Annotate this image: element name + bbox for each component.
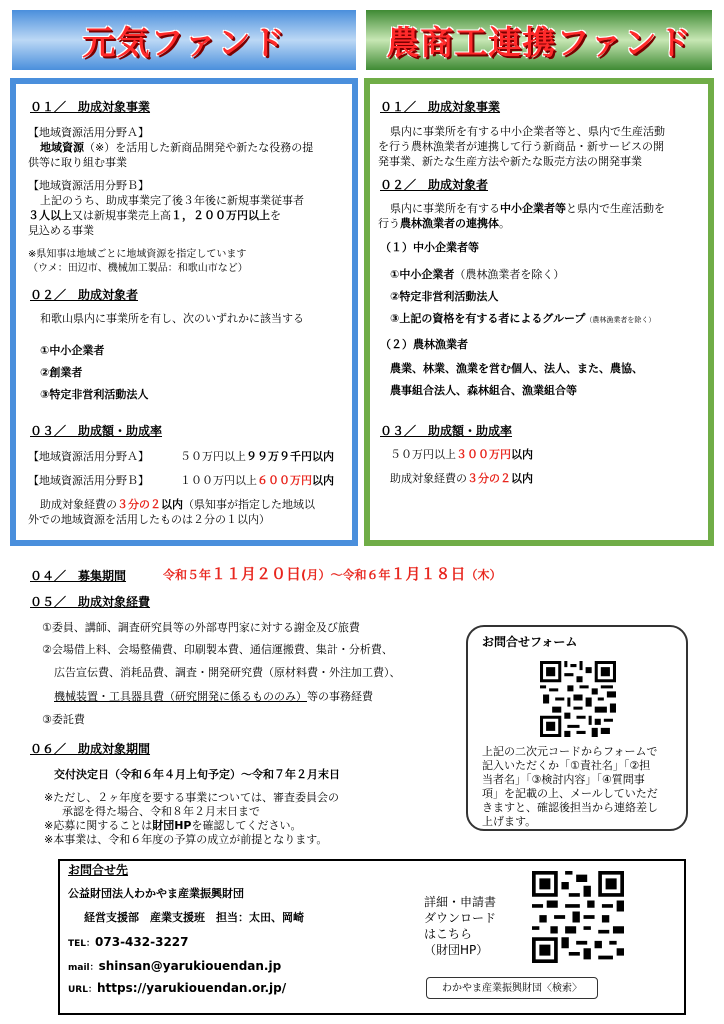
banner-genki-fund: 元気ファンド [12, 10, 356, 70]
download-line4: （財団HP） [424, 943, 489, 957]
left-s1-note2: （ウメ：田辺市、機械加工製品：和歌山市など） [28, 263, 248, 274]
s5-heading: ０５／ 助成対象経費 [30, 595, 151, 609]
s6-line1: 交付決定日（令和６年４月上旬予定）～令和７年２月末日 [54, 768, 340, 781]
download-line2: ダウンロード [424, 911, 497, 925]
form-text-line1: 上記の二次元コードからフォームで [482, 745, 658, 758]
right-s2-sub2: （２）農林漁業者 [380, 338, 468, 351]
left-s2-item2: ②創業者 [40, 366, 83, 379]
s5-item3: 広告宣伝費、消耗品費、調査・開発研究費（原材料費・外注加工費）、 [54, 666, 401, 679]
contact-mail[interactable]: mail：shinsan@yarukiouendan.jp [68, 959, 282, 973]
s6-note3: ※応募に関することは財団HPを確認してください。 [44, 819, 302, 832]
left-s1-a-label: 【地域資源活用分野Ａ】 [28, 126, 149, 139]
hp-qr-code-icon[interactable] [532, 871, 624, 963]
left-s2-item1: ①中小企業者 [40, 344, 105, 357]
right-s1-line2: を行う農林漁業者が連携して行う新商品・新サービスの開 [378, 140, 664, 153]
right-s1-heading: ０１／ 助成対象事業 [380, 100, 501, 114]
s4-period: 令和５年１１月２０日(月）～令和６年１月１８日（木） [163, 565, 502, 583]
right-s3-line1: ５０万円以上３００万円以内 [390, 448, 533, 461]
left-s1-b-line3: 見込める事業 [28, 224, 94, 237]
left-s3-a-label: 【地域資源活用分野Ａ】 [28, 450, 149, 463]
form-text-line3: 当者名」「③検討内容」「④質問事 [482, 773, 645, 786]
right-s2-line2: 行う農林漁業者の連携体。 [378, 217, 510, 230]
right-s1-line3: 発事業、新たな生産方法や新たな販売方法の開発事業 [378, 155, 642, 168]
left-s3-heading: ０３／ 助成額・助成率 [30, 424, 163, 438]
right-s3-heading: ０３／ 助成額・助成率 [380, 424, 513, 438]
form-text-line6: 上げます。 [482, 815, 537, 828]
right-s2-heading: ０２／ 助成対象者 [380, 178, 489, 192]
left-s2-line1: 和歌山県内に事業所を有し、次のいずれかに該当する [40, 312, 304, 325]
right-s2-item3: ③上記の資格を有する者によるグループ（農林漁業者を除く） [390, 312, 656, 325]
search-keyword-box[interactable]: わかやま産業振興財団〈検索〉 [426, 977, 598, 999]
banner-noshoko-fund: 農商工連携ファンド [366, 10, 712, 70]
right-s2-line4: 農事組合法人、森林組合、漁業組合等 [390, 384, 577, 397]
right-s2-line3: 農業、林業、漁業を営む個人、法人、また、農協、 [390, 362, 643, 375]
s6-note1: ※ただし、２ヶ年度を要する事業については、審査委員会の [44, 791, 339, 804]
right-s3-line2: 助成対象経費の３分の２以内 [390, 472, 533, 485]
left-s3-b-label: 【地域資源活用分野Ｂ】 [28, 474, 149, 487]
left-s2-heading: ０２／ 助成対象者 [30, 288, 139, 302]
left-s1-b-line1: 上記のうち、助成事業完了後３年後に新規事業従事者 [40, 194, 304, 207]
noshoko-fund-panel [364, 78, 714, 546]
left-s1-b-line2: ３人以上又は新規事業売上高１，２００万円以上を [28, 209, 281, 222]
contact-tel: TEL：073-432-3227 [68, 935, 189, 949]
left-s1-a-line1: 地域資源（※）を活用した新商品開発や新たな役務の提 [40, 141, 314, 154]
right-s1-line1: 県内に事業所を有する中小企業者等と、県内で生産活動 [390, 125, 665, 138]
s5-item2: ②会場借上料、会場整備費、印刷製本費、通信運搬費、集計・分析費、 [42, 643, 393, 656]
s6-note4: ※本事業は、令和６年度の予算の成立が前提となります。 [44, 833, 328, 846]
download-line3: はこちら [424, 927, 473, 941]
left-s1-a-line2: 供等に取り組む事業 [28, 156, 127, 169]
form-qr-code-icon[interactable] [540, 661, 616, 737]
s6-note2: 承認を得た場合、令和８年２月末日まで [62, 805, 260, 818]
left-s1-note1: ※県知事は地域ごとに地域資源を指定しています [28, 249, 247, 260]
genki-fund-panel [10, 78, 358, 546]
download-line1: 詳細・申請書 [424, 895, 497, 909]
right-s2-sub1: （１）中小企業者等 [380, 241, 479, 254]
left-s2-item3: ③特定非営利活動法人 [40, 388, 149, 401]
form-title: お問合せフォーム [482, 635, 578, 649]
right-s2-line1: 県内に事業所を有する中小企業者等と県内で生産活動を [390, 202, 665, 215]
contact-org: 公益財団法人わかやま産業振興財団 [68, 887, 244, 900]
s5-item4: 機械装置・工具器具費（研究開発に係るもののみ）等の事務経費 [54, 690, 373, 703]
right-s2-item1: ①中小企業者（農林漁業者を除く） [390, 268, 565, 281]
form-text-line5: きますと、確認後担当から連絡差し [482, 801, 658, 814]
left-s1-b-label: 【地域資源活用分野Ｂ】 [28, 179, 149, 192]
s6-heading: ０６／ 助成対象期間 [30, 742, 151, 756]
s5-item1: ①委員、講師、調査研究員等の外部専門家に対する謝金及び旅費 [42, 621, 360, 634]
left-s3-line2: 外での地域資源を活用したものは２分の１以内） [28, 513, 270, 526]
right-s2-item2: ②特定非営利活動法人 [390, 290, 499, 303]
form-text-line2: 記入いただくか「①責社名」「②担 [482, 759, 651, 772]
contact-title: お問合せ先 [68, 863, 129, 877]
s5-item5: ③委託費 [42, 713, 85, 726]
left-s3-line1: 助成対象経費の３分の２以内（県知事が指定した地域以 [40, 498, 315, 511]
inquiry-form-box [466, 625, 688, 831]
form-text-line4: 項」を記載の上、メールしていただ [482, 787, 658, 800]
contact-dept: 経営支援部 産業支援班 担当：太田、岡崎 [84, 911, 304, 924]
left-s3-b-amount: １００万円以上６００万円以内 [180, 474, 334, 487]
s4-heading: ０４／ 募集期間 [30, 569, 127, 583]
contact-url[interactable]: URL：https://yarukiouendan.or.jp/ [68, 981, 287, 995]
left-s1-heading: ０１／ 助成対象事業 [30, 100, 151, 114]
left-s3-a-amount: ５０万円以上９９万９千円以内 [180, 450, 334, 463]
